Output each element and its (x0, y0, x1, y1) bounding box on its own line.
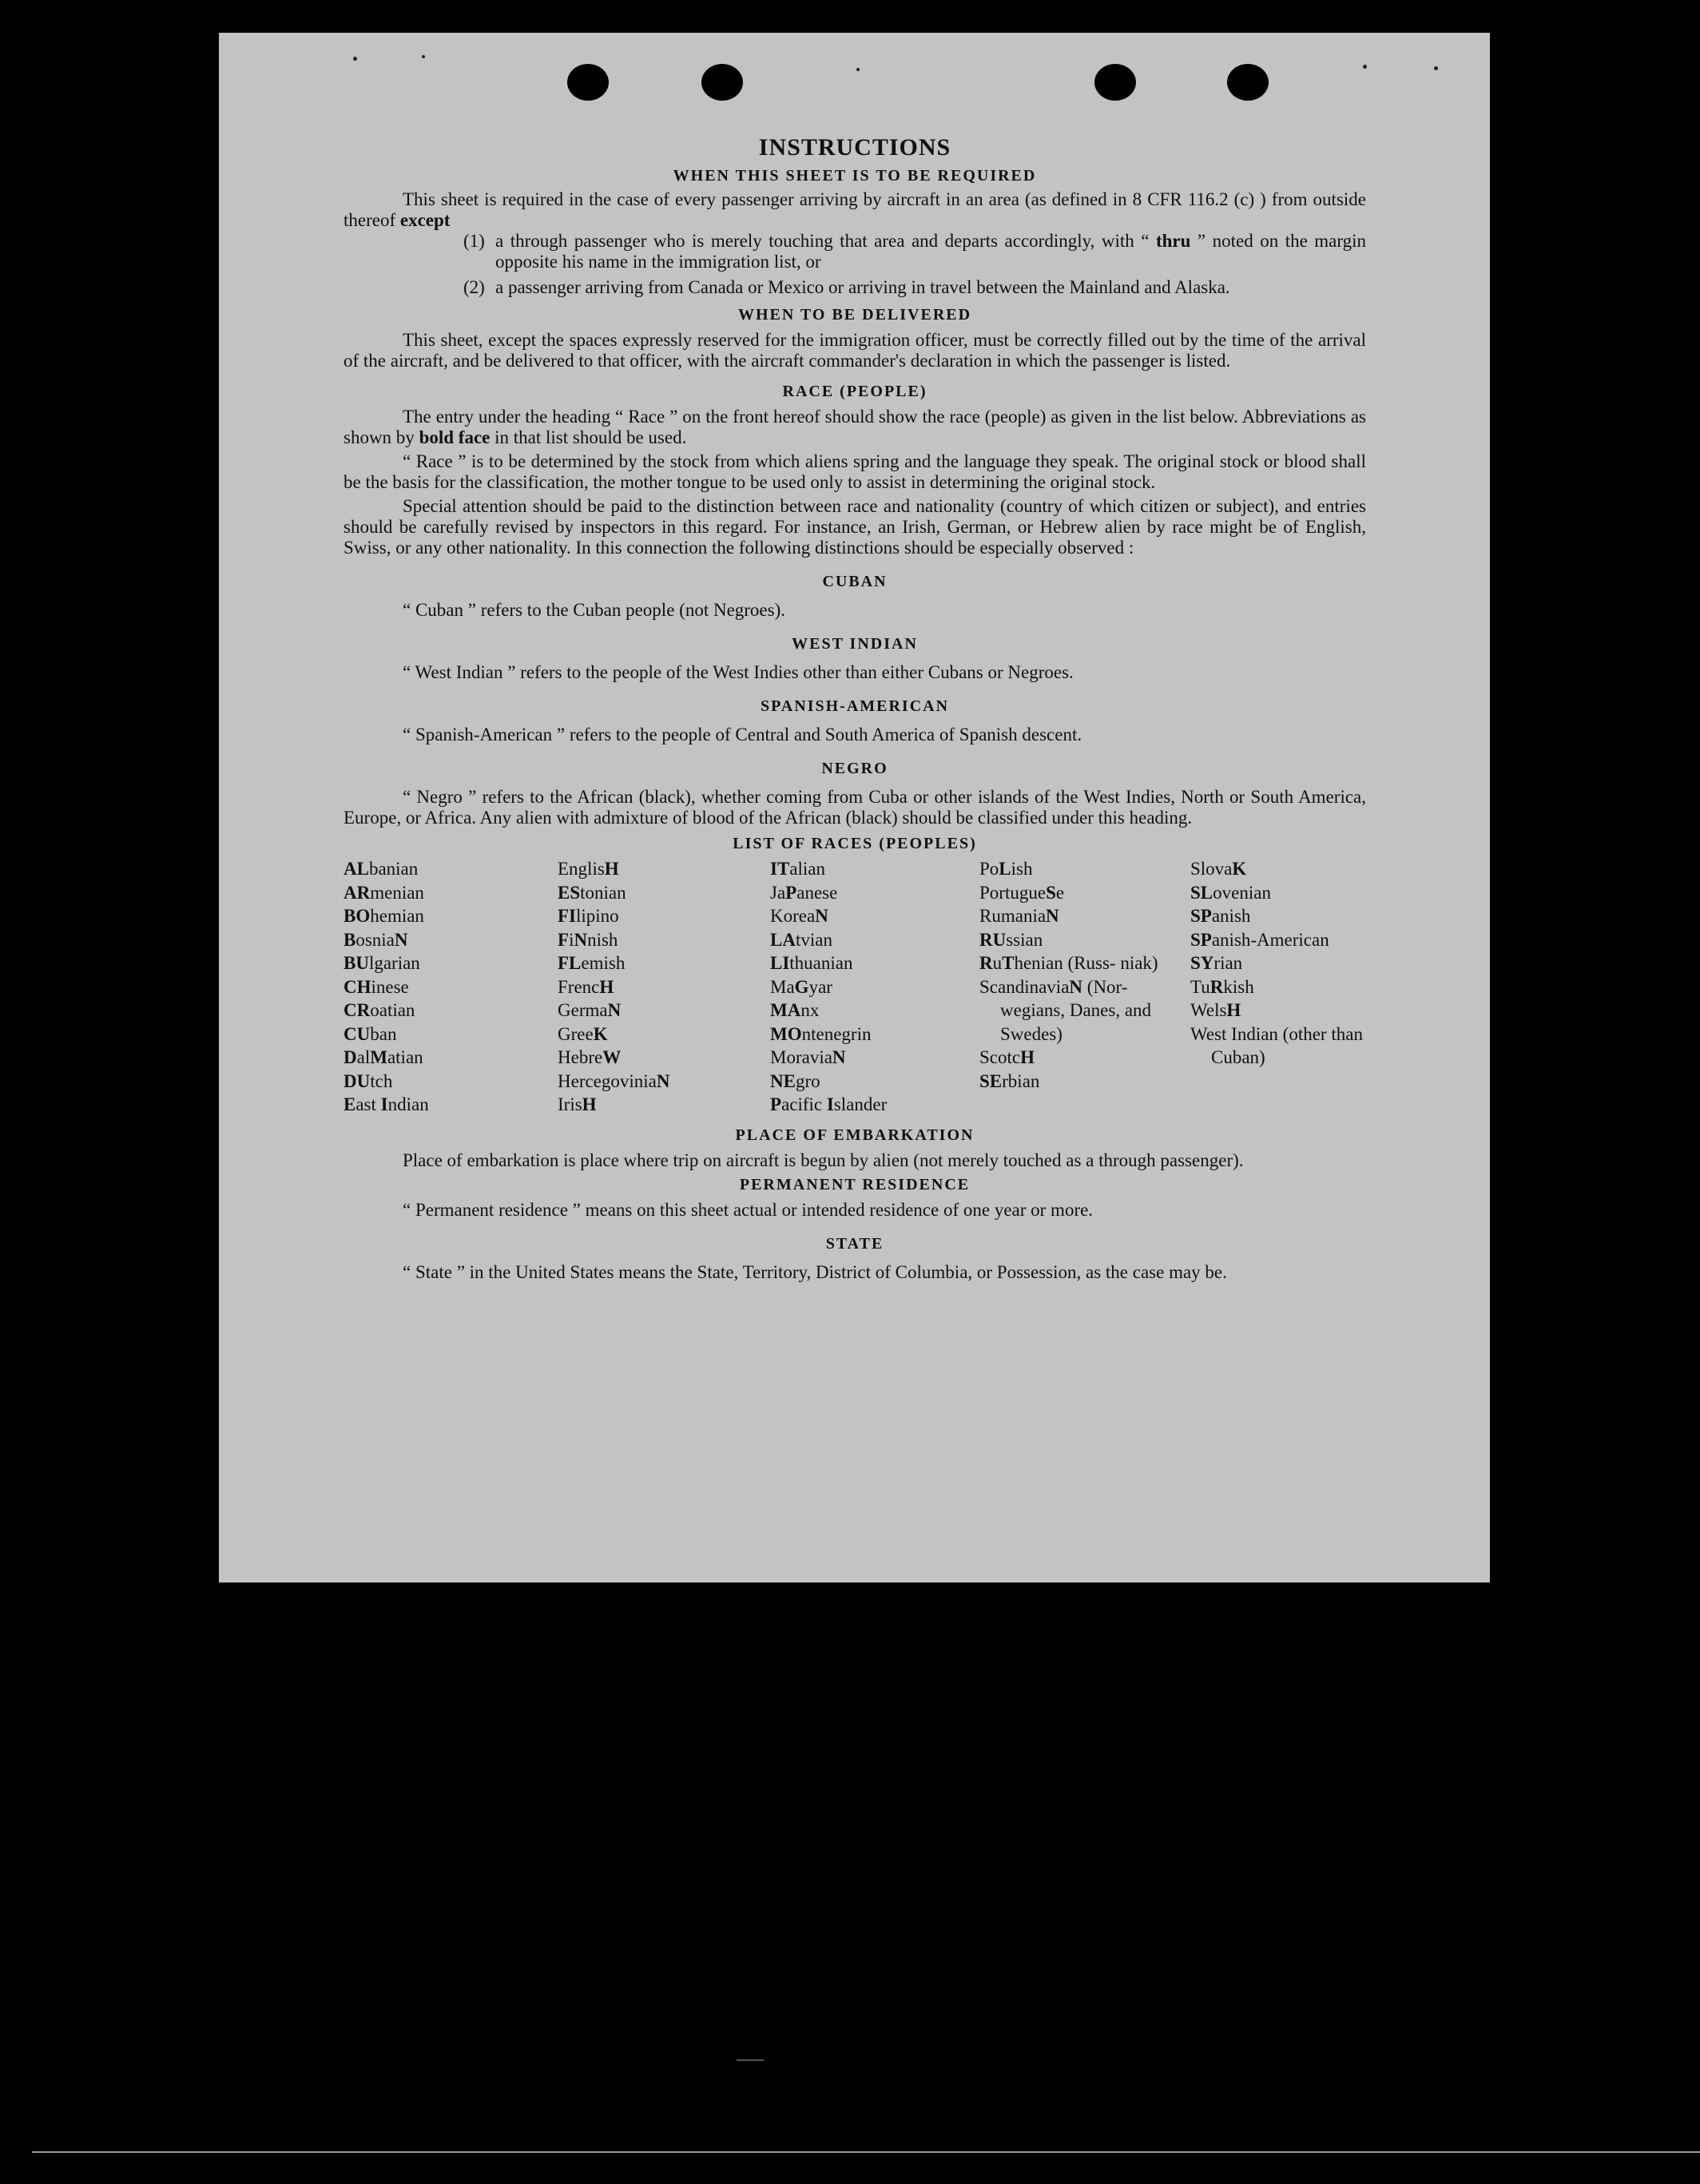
race-entry: BosniaN (344, 929, 408, 950)
race-entry: SYrian (1190, 953, 1243, 973)
section-heading: NEGRO (821, 760, 888, 777)
paragraph: “ Spanish-American ” refers to the people of Central and South America of Spanish descent. (403, 725, 1082, 745)
race-entry: DalMatian (344, 1047, 423, 1067)
speck (1363, 65, 1367, 69)
race-entry: ScandinaviaN (Nor- wegians, Danes, and Swedes) (979, 976, 1152, 1044)
paragraph: This sheet is required in the case of every passenger arriving by aircraft in an area (as defined in 8 CFR 116.2 (c) ) from outside thereof except (344, 189, 1366, 230)
race-entry: ScotcH (979, 1047, 1035, 1067)
race-entry: CUban (344, 1023, 397, 1044)
race-entry: FIlipino (558, 906, 619, 926)
race-entry: ITalian (770, 859, 825, 879)
paragraph: “ West Indian ” refers to the people of the West Indies other than either Cubans or Negroes. (403, 662, 1074, 682)
races-column (344, 857, 558, 1117)
punch-hole (1094, 64, 1136, 101)
race-entry: GreeK (558, 1023, 608, 1044)
document-page (219, 33, 1490, 1582)
paragraph: “ Negro ” refers to the African (black), whether coming from Cuba or other islands of the West Indies, North or South America, Europe, or Africa. Any alien with admixture of blood of the African (black) should be classified under this heading. (344, 787, 1366, 828)
section-heading: LIST OF RACES (PEOPLES) (733, 835, 977, 852)
race-entry: MoraviaN (770, 1047, 846, 1067)
section-heading: CUBAN (822, 573, 888, 590)
speck (1434, 66, 1438, 70)
section-heading: STATE (825, 1234, 884, 1253)
page-title: INSTRUCTIONS (758, 134, 951, 161)
races-column (979, 857, 1190, 1117)
speck (856, 68, 860, 71)
race-entry: SPanish-American (1190, 929, 1329, 950)
races-column (770, 857, 979, 1117)
race-entry: SPanish (1190, 906, 1251, 926)
section-heading: WEST INDIAN (792, 635, 918, 653)
race-entry: CRoatian (344, 1000, 415, 1020)
race-entry: SErbian (979, 1070, 1040, 1091)
list-item: (1) a through passenger who is merely touching that area and departs accordingly, with “ thru ” noted on the margin opposite his name in the immigration list, or (463, 231, 1367, 272)
race-entry: West Indian (other than Cuban) (1190, 1023, 1363, 1067)
section-heading: SPANISH-AMERICAN (760, 697, 950, 715)
race-entry: NEgro (770, 1070, 820, 1091)
paragraph: “ Race ” is to be determined by the stock from which aliens spring and the language they speak. The original stock or blood shall be the basis for the classification, the mother tongue to be used only to assist in determining the original stock. (344, 451, 1366, 492)
race-entry: RumaniaN (979, 906, 1059, 926)
paragraph: “ State ” in the United States means the State, Territory, District of Columbia, or Possession, as the case may be. (403, 1261, 1227, 1282)
punch-hole (567, 64, 609, 101)
list-item: (2) a passenger arriving from Canada or Mexico or arriving in travel between the Mainland and Alaska. (463, 277, 1230, 297)
race-entry: East Indian (344, 1094, 429, 1114)
race-entry: RUssian (979, 929, 1043, 950)
race-entry: PortugueSe (979, 882, 1065, 903)
paragraph: This sheet, except the spaces expressly reserved for the immigration officer, must be correctly filled out by the time of the arrival of the aircraft, and be delivered to that officer, with the aircraft commander's declaration in which the passenger is listed. (344, 330, 1366, 371)
section-heading: RACE (PEOPLE) (782, 383, 927, 400)
race-entry: GermaN (558, 1000, 622, 1020)
race-entry: HebreW (558, 1047, 622, 1067)
race-entry: DUtch (344, 1070, 393, 1091)
race-entry: SLovenian (1190, 882, 1271, 903)
section-heading: WHEN TO BE DELIVERED (737, 306, 972, 324)
section-heading: WHEN THIS SHEET IS TO BE REQUIRED (673, 167, 1037, 185)
race-entry: MOntenegrin (770, 1023, 872, 1044)
scan-edge-line (32, 2151, 1700, 2153)
scan-mark (737, 2059, 764, 2061)
race-entry: FiNnish (558, 929, 618, 950)
section-heading: PERMANENT RESIDENCE (739, 1175, 971, 1193)
paragraph: Place of embarkation is place where trip on aircraft is begun by alien (not merely touched as a through passenger). (403, 1150, 1244, 1170)
race-entry: BUlgarian (344, 953, 420, 973)
race-entry: LAtvian (770, 929, 832, 950)
race-entry: BOhemian (344, 906, 424, 926)
race-entry: MaGyar (770, 976, 832, 997)
races-list (344, 857, 1366, 1117)
race-entry: CHinese (344, 976, 409, 997)
race-entry: Pacific Islander (770, 1094, 888, 1114)
race-entry: JaPanese (770, 882, 838, 903)
race-entry: WelsH (1190, 1000, 1241, 1020)
punch-hole (701, 64, 743, 101)
race-entry: SlovaK (1190, 859, 1247, 879)
instructions-content (344, 133, 1366, 1283)
race-entry: PoLish (979, 859, 1033, 879)
speck (422, 55, 425, 58)
paragraph: The entry under the heading “ Race ” on the front hereof should show the race (people) as given in the list below. Abbreviations as shown by bold face in that list should be used. (344, 407, 1366, 447)
race-entry: LIthuanian (770, 953, 853, 973)
punch-hole (1227, 64, 1269, 101)
race-entry: KoreaN (770, 906, 828, 926)
races-column (558, 857, 770, 1117)
race-entry: IrisH (558, 1094, 597, 1114)
race-entry: FrencH (558, 976, 614, 997)
race-entry: EStonian (558, 882, 626, 903)
section-heading: PLACE OF EMBARKATION (735, 1126, 975, 1144)
race-entry: RuThenian (Russ- niak) (979, 953, 1158, 973)
race-entry: HercegoviniaN (558, 1070, 670, 1091)
speck (353, 57, 357, 61)
race-entry: ALbanian (344, 859, 419, 879)
race-entry: MAnx (770, 1000, 820, 1020)
race-entry: ARmenian (344, 882, 424, 903)
race-entry: TuRkish (1190, 976, 1254, 997)
paragraph: “ Cuban ” refers to the Cuban people (not Negroes). (403, 600, 786, 620)
races-column (1190, 857, 1366, 1117)
paragraph: “ Permanent residence ” means on this sheet actual or intended residence of one year or more. (403, 1199, 1094, 1220)
paragraph: Special attention should be paid to the distinction between race and nationality (country of which citizen or subject), and entries should be carefully revised by inspectors in this regard. For instance, an Irish, German, or Hebrew alien by race might be of English, Swiss, or any other nationality. In this connection the following distinctions should be especially observed : (344, 496, 1366, 558)
race-entry: EnglisH (558, 859, 619, 879)
race-entry: FLemish (558, 953, 626, 973)
